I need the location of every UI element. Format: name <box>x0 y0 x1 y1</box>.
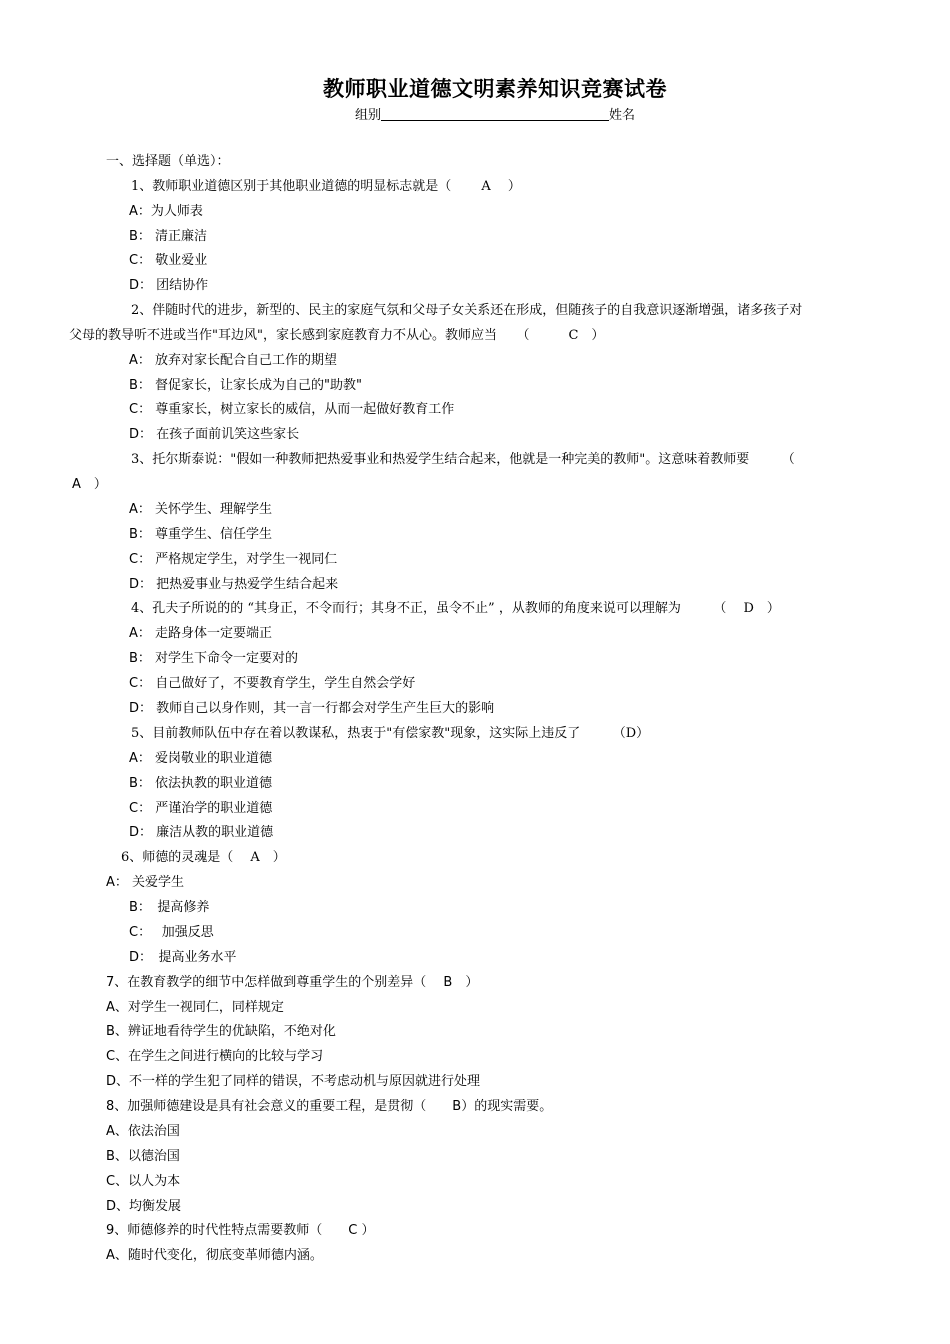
subtitle-line <box>0 104 950 123</box>
q3-option-a: A： 关怀学生、理解学生 <box>129 502 273 517</box>
q1-option-a: A：为人师表 <box>129 204 203 219</box>
q7-option-c: C、在学生之间进行横向的比较与学习 <box>106 1049 324 1064</box>
q8-option-d: D、均衡发展 <box>106 1199 182 1214</box>
q4-option-a: A： 走路身体一定要端正 <box>129 626 273 641</box>
question-6: 6、师德的灵魂是（ A ） <box>121 850 286 865</box>
question-7: 7、在教育教学的细节中怎样做到尊重学生的个别差异（ B ） <box>106 975 479 990</box>
q4-option-c: C： 自己做好了，不要教育学生，学生自然会学好 <box>129 676 416 691</box>
q9-option-a: A、随时代变化，彻底变革师德内涵。 <box>106 1248 323 1263</box>
q6-option-c: C： 加强反思 <box>129 925 214 940</box>
question-5: 5、目前教师队伍中存在着以教谋私，热衷于"有偿家教"现象，这实际上违反了 （D） <box>131 726 650 741</box>
q4-option-d: D： 教师自己以身作则，其一言一行都会对学生产生巨大的影响 <box>129 701 495 716</box>
question-2-line-1: 2、伴随时代的进步，新型的、民主的家庭气氛和父母子女关系还在形成，但随孩子的自我意识逐渐增强，诸多孩子对 <box>131 303 803 318</box>
q5-option-b: B： 依法执教的职业道德 <box>129 776 273 791</box>
group-blank[interactable] <box>381 107 609 121</box>
group-label: 组别 <box>354 108 381 123</box>
q2-option-d: D： 在孩子面前讥笑这些家长 <box>129 427 300 442</box>
q5-option-a: A： 爱岗敬业的职业道德 <box>129 751 273 766</box>
question-3-line-2: A ） <box>72 477 107 492</box>
q7-option-a: A、对学生一视同仁，同样规定 <box>106 1000 284 1015</box>
question-2-line-2: 父母的教导听不进或当作"耳边风"，家长感到家庭教育力不从心。教师应当 （ C ） <box>69 328 605 343</box>
question-3-line-1: 3、托尔斯泰说："假如一种教师把热爱事业和热爱学生结合起来，他就是一种完美的教师"。这意味着教师要 （ <box>131 452 795 467</box>
q1-option-c: C： 敬业爱业 <box>129 253 208 268</box>
q3-option-d: D： 把热爱事业与热爱学生结合起来 <box>129 577 339 592</box>
q6-option-a: A： 关爱学生 <box>106 875 185 890</box>
q1-option-b: B： 清正廉洁 <box>129 229 208 244</box>
page-title: 教师职业道德文明素养知识竞赛试卷 <box>323 76 667 101</box>
name-label: 姓名 <box>609 108 636 123</box>
section-heading: 一、选择题（单选）： <box>106 154 230 169</box>
q6-option-b: B： 提高修养 <box>129 900 210 915</box>
q8-option-c: C、以人为本 <box>106 1174 181 1189</box>
q1-option-d: D： 团结协作 <box>129 278 209 293</box>
q8-option-b: B、以德治国 <box>106 1149 180 1164</box>
q3-option-b: B： 尊重学生、信任学生 <box>129 527 273 542</box>
q8-option-a: A、依法治国 <box>106 1124 180 1139</box>
q4-option-b: B： 对学生下命令一定要对的 <box>129 651 299 666</box>
question-9: 9、师德修养的时代性特点需要教师（ C ） <box>106 1223 375 1238</box>
q2-option-b: B： 督促家长，让家长成为自己的"助教" <box>129 378 363 393</box>
q3-option-c: C： 严格规定学生，对学生一视同仁 <box>129 552 338 567</box>
question-4: 4、孔夫子所说的的 “其身正，不令而行；其身不正，虽令不止” ，从教师的角度来说可以理解为 （ D ） <box>131 601 780 616</box>
q5-option-c: C： 严谨治学的职业道德 <box>129 801 273 816</box>
q5-option-d: D： 廉洁从教的职业道德 <box>129 825 274 840</box>
q6-option-d: D： 提高业务水平 <box>129 950 237 965</box>
question-1: 1、教师职业道德区别于其他职业道德的明显标志就是（ A ） <box>131 179 521 194</box>
q7-option-d: D、不一样的学生犯了同样的错误，不考虑动机与原因就进行处理 <box>106 1074 481 1089</box>
q2-option-a: A： 放弃对家长配合自己工作的期望 <box>129 353 338 368</box>
q7-option-b: B、辨证地看待学生的优缺陷，不绝对化 <box>106 1024 336 1039</box>
q2-option-c: C： 尊重家长，树立家长的威信，从而一起做好教育工作 <box>129 402 455 417</box>
question-8: 8、加强师德建设是具有社会意义的重要工程，是贯彻（ B）的现实需要。 <box>106 1099 553 1114</box>
